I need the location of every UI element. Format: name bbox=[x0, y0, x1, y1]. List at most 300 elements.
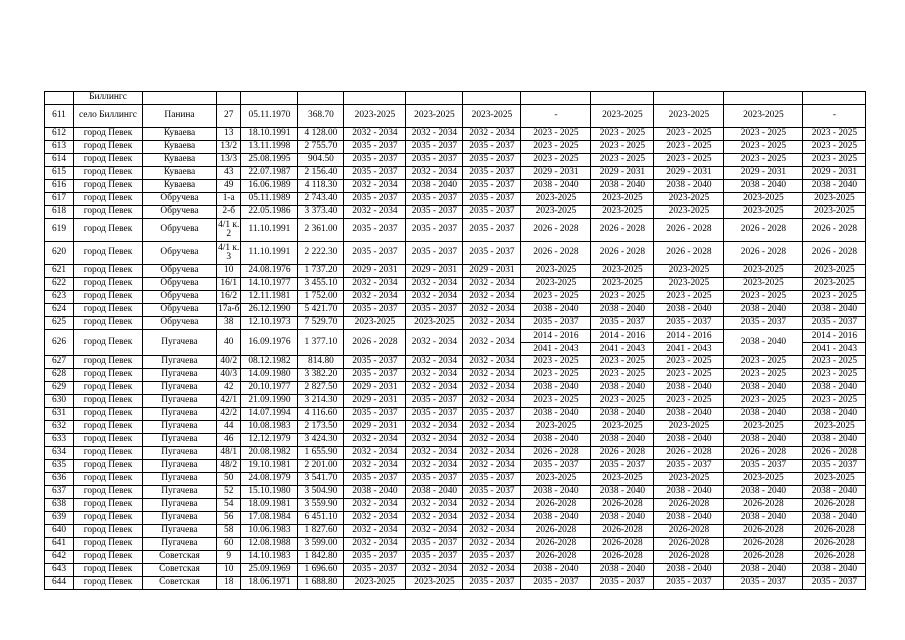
cell-c4: 2023 - 2025 bbox=[521, 395, 591, 408]
cell-c7: 2023-2025 bbox=[724, 105, 803, 128]
cell-c8: 2023-2025 bbox=[803, 278, 866, 291]
cell-date: 10.08.1983 bbox=[241, 421, 298, 434]
cell-c1: 2035 - 2037 bbox=[344, 154, 406, 167]
cell-c8: 2023 - 2025 bbox=[803, 291, 866, 304]
cell-area: 1 752.00 bbox=[298, 291, 344, 304]
cell-c8: 2026 - 2028 bbox=[803, 242, 866, 265]
table-row bbox=[45, 395, 866, 408]
cell-area: 2 827.50 bbox=[298, 382, 344, 395]
cell-c5: 2038 - 2040 bbox=[591, 486, 654, 499]
cell-c4: 2023 - 2025 bbox=[521, 128, 591, 141]
cell-street: Обручева bbox=[143, 278, 217, 291]
cell-part-top: 2014 - 2016 bbox=[591, 330, 653, 343]
cell-num: 639 bbox=[45, 512, 74, 525]
cell-c2: 2035 - 2037 bbox=[406, 408, 463, 421]
cell-area: 3 504.90 bbox=[298, 486, 344, 499]
cell-area: 368.70 bbox=[298, 105, 344, 128]
cell-c1: 2029 - 2031 bbox=[344, 421, 406, 434]
cell-c5: 2026 - 2028 bbox=[591, 447, 654, 460]
cell-house: 16/1 bbox=[217, 278, 241, 291]
cell-c7: 2026-2028 bbox=[724, 499, 803, 512]
cell-part-bottom: 2041 - 2043 bbox=[811, 344, 858, 354]
cell-c4: 2026 - 2028 bbox=[521, 242, 591, 265]
cell-house: 42/1 bbox=[217, 395, 241, 408]
cell-c6 bbox=[654, 330, 724, 356]
cell-c7: 2038 - 2040 bbox=[724, 304, 803, 317]
cell-c4: 2026-2028 bbox=[521, 499, 591, 512]
cell-num: 635 bbox=[45, 460, 74, 473]
cell-c2: 2035 - 2037 bbox=[406, 154, 463, 167]
cell-c6: 2023-2025 bbox=[654, 265, 724, 278]
cell-c7: 2029 - 2031 bbox=[724, 167, 803, 180]
cell-c3: 2032 - 2034 bbox=[463, 564, 521, 577]
cell-num: 620 bbox=[45, 242, 74, 265]
cell-c8: 2023 - 2025 bbox=[803, 395, 866, 408]
cell-c8: 2038 - 2040 bbox=[803, 304, 866, 317]
cell-date: 16.06.1989 bbox=[241, 180, 298, 193]
cell-c2: 2035 - 2037 bbox=[406, 206, 463, 219]
cell-area: 2 755.70 bbox=[298, 141, 344, 154]
cell-c6: 2026-2028 bbox=[654, 499, 724, 512]
cell-c7: 2023 - 2025 bbox=[724, 356, 803, 369]
cell-house: 38 bbox=[217, 317, 241, 330]
cell-area: 3 559.90 bbox=[298, 499, 344, 512]
cell-c8: 2038 - 2040 bbox=[803, 382, 866, 395]
cell-c3: 2032 - 2034 bbox=[463, 356, 521, 369]
table-row bbox=[45, 447, 866, 460]
cell-c3: 2035 - 2037 bbox=[463, 577, 521, 590]
cell-locality: город Певек bbox=[74, 564, 143, 577]
table-row bbox=[45, 128, 866, 141]
cell-c8: 2038 - 2040 bbox=[803, 486, 866, 499]
table-row bbox=[45, 265, 866, 278]
cell-num: 617 bbox=[45, 193, 74, 206]
cell-house: 58 bbox=[217, 525, 241, 538]
cell-house: 40/3 bbox=[217, 369, 241, 382]
cell-c3: 2032 - 2034 bbox=[463, 330, 521, 356]
cell-num: 644 bbox=[45, 577, 74, 590]
cell-locality: город Певек bbox=[74, 278, 143, 291]
cell-date: 19.10.1981 bbox=[241, 460, 298, 473]
cell-c8: 2038 - 2040 bbox=[803, 564, 866, 577]
cell-c2: 2032 - 2034 bbox=[406, 291, 463, 304]
cell-house: 9 bbox=[217, 551, 241, 564]
cell-house: 44 bbox=[217, 421, 241, 434]
cell-locality: город Певек bbox=[74, 499, 143, 512]
cell-date: 18.09.1981 bbox=[241, 499, 298, 512]
table-row bbox=[45, 154, 866, 167]
cell-c6: 2023-2025 bbox=[654, 105, 724, 128]
cell-c3: 2035 - 2037 bbox=[463, 193, 521, 206]
cell-c2: 2032 - 2034 bbox=[406, 447, 463, 460]
cell-street: Пугачева bbox=[143, 330, 217, 356]
cell-c3: 2032 - 2034 bbox=[463, 369, 521, 382]
cell-c1: 2035 - 2037 bbox=[344, 219, 406, 242]
cell-num: 612 bbox=[45, 128, 74, 141]
cell-area: 5 421.70 bbox=[298, 304, 344, 317]
cell-c6: 2023 - 2025 bbox=[654, 369, 724, 382]
cell-area: 1 737.20 bbox=[298, 265, 344, 278]
cell-num: 642 bbox=[45, 551, 74, 564]
cell-locality: город Певек bbox=[74, 525, 143, 538]
cell-c4: 2038 - 2040 bbox=[521, 564, 591, 577]
cell-c8: 2035 - 2037 bbox=[803, 577, 866, 590]
cell-c2: 2032 - 2034 bbox=[406, 499, 463, 512]
cell-street: Обручева bbox=[143, 304, 217, 317]
cell-c4: 2026-2028 bbox=[521, 551, 591, 564]
cell-c4: 2023 - 2025 bbox=[521, 141, 591, 154]
cell-c1: 2035 - 2037 bbox=[344, 408, 406, 421]
cell-c1: 2029 - 2031 bbox=[344, 382, 406, 395]
cell-c1: 2023-2025 bbox=[344, 577, 406, 590]
cell-c5: 2023-2025 bbox=[591, 105, 654, 128]
cell-house: 10 bbox=[217, 564, 241, 577]
cell-area: 1 696.60 bbox=[298, 564, 344, 577]
cell-c6: 2023 - 2025 bbox=[654, 291, 724, 304]
cell-c8: 2023-2025 bbox=[803, 473, 866, 486]
cell-date: 24.08.1976 bbox=[241, 265, 298, 278]
cell-house: 10 bbox=[217, 265, 241, 278]
cell-c7: 2026 - 2028 bbox=[724, 242, 803, 265]
cell-date: 18.10.1991 bbox=[241, 128, 298, 141]
cell-part-top: 2014 - 2016 bbox=[803, 330, 865, 343]
cell-c5: 2038 - 2040 bbox=[591, 304, 654, 317]
cell-num: 628 bbox=[45, 369, 74, 382]
cell-street: Пугачева bbox=[143, 460, 217, 473]
cell-c1: 2032 - 2034 bbox=[344, 291, 406, 304]
cell-c4: 2023 - 2025 bbox=[521, 369, 591, 382]
cell-area: 2 743.40 bbox=[298, 193, 344, 206]
cell-c6: 2023 - 2025 bbox=[654, 141, 724, 154]
cell-locality: город Певек bbox=[74, 193, 143, 206]
table-row bbox=[45, 356, 866, 369]
cell-locality: город Певек bbox=[74, 434, 143, 447]
cell-c7: 2026 - 2028 bbox=[724, 447, 803, 460]
cell-c1: 2035 - 2037 bbox=[344, 242, 406, 265]
table-row bbox=[45, 304, 866, 317]
cell-house: 17а-б bbox=[217, 304, 241, 317]
cell-area: 3 373.40 bbox=[298, 206, 344, 219]
cell-c1: 2023-2025 bbox=[344, 105, 406, 128]
cell-c8: 2023-2025 bbox=[803, 265, 866, 278]
cell-area: 2 173.50 bbox=[298, 421, 344, 434]
cell-c6: 2038 - 2040 bbox=[654, 434, 724, 447]
cell-c6: 2038 - 2040 bbox=[654, 408, 724, 421]
cell-num: 627 bbox=[45, 356, 74, 369]
cell-house: 56 bbox=[217, 512, 241, 525]
cell-street: Обручева bbox=[143, 206, 217, 219]
cell-c4: 2023 - 2025 bbox=[521, 356, 591, 369]
cell-num: 613 bbox=[45, 141, 74, 154]
cell-c1: 2035 - 2037 bbox=[344, 304, 406, 317]
cell-date: 13.11.1998 bbox=[241, 141, 298, 154]
cell-c1: 2035 - 2037 bbox=[344, 564, 406, 577]
cell-locality: город Певек bbox=[74, 395, 143, 408]
cell-c6: 2038 - 2040 bbox=[654, 486, 724, 499]
cell-c3: 2035 - 2037 bbox=[463, 167, 521, 180]
cell-date: 08.12.1982 bbox=[241, 356, 298, 369]
cell-house: 18 bbox=[217, 577, 241, 590]
cell-c8: 2023 - 2025 bbox=[803, 369, 866, 382]
cell-date: 20.10.1977 bbox=[241, 382, 298, 395]
table-row bbox=[45, 408, 866, 421]
cell-c6: 2026-2028 bbox=[654, 551, 724, 564]
cell-c6: 2023 - 2025 bbox=[654, 356, 724, 369]
cell-house: 50 bbox=[217, 473, 241, 486]
cell-c5: 2023 - 2025 bbox=[591, 141, 654, 154]
cell-date: 14.09.1980 bbox=[241, 369, 298, 382]
cell-c6: 2026 - 2028 bbox=[654, 447, 724, 460]
cell-c8: 2026-2028 bbox=[803, 499, 866, 512]
cell-street: Пугачева bbox=[143, 356, 217, 369]
table-row bbox=[45, 460, 866, 473]
cell-locality: город Певек bbox=[74, 473, 143, 486]
cell-c8: 2035 - 2037 bbox=[803, 317, 866, 330]
repair-schedule-table bbox=[44, 91, 866, 590]
cell-c3: 2032 - 2034 bbox=[463, 499, 521, 512]
cell-c8: 2023-2025 bbox=[803, 206, 866, 219]
cell-c5: 2035 - 2037 bbox=[591, 317, 654, 330]
cell-num: 623 bbox=[45, 291, 74, 304]
cell-street: Пугачева bbox=[143, 499, 217, 512]
cell-c5 bbox=[591, 330, 654, 356]
cell-c2: 2032 - 2034 bbox=[406, 167, 463, 180]
cell-locality: город Певек bbox=[74, 551, 143, 564]
cell-c1: 2032 - 2034 bbox=[344, 180, 406, 193]
cell-c4: 2038 - 2040 bbox=[521, 304, 591, 317]
cell-num: 630 bbox=[45, 395, 74, 408]
cell-c5: 2026 - 2028 bbox=[591, 219, 654, 242]
cell-c3: 2035 - 2037 bbox=[463, 551, 521, 564]
cell-c2: 2035 - 2037 bbox=[406, 193, 463, 206]
table-body bbox=[45, 92, 866, 590]
cell-c2: 2038 - 2040 bbox=[406, 180, 463, 193]
cell-c5: 2038 - 2040 bbox=[591, 434, 654, 447]
cell-c7: 2023-2025 bbox=[724, 193, 803, 206]
table-row bbox=[45, 382, 866, 395]
table-row bbox=[45, 219, 866, 242]
cell-c2: 2023-2025 bbox=[406, 317, 463, 330]
cell-c7: 2023-2025 bbox=[724, 278, 803, 291]
cell-locality: город Певек bbox=[74, 206, 143, 219]
cell-c2: 2035 - 2037 bbox=[406, 304, 463, 317]
cell-c4: 2035 - 2037 bbox=[521, 317, 591, 330]
cell-c3: 2035 - 2037 bbox=[463, 486, 521, 499]
cell-c1: 2035 - 2037 bbox=[344, 141, 406, 154]
cell-c1: 2029 - 2031 bbox=[344, 265, 406, 278]
cell-c5: 2023-2025 bbox=[591, 265, 654, 278]
cell-area: 2 201.00 bbox=[298, 460, 344, 473]
cell-locality: город Певек bbox=[74, 291, 143, 304]
cell-c1: 2035 - 2037 bbox=[344, 193, 406, 206]
cell-c6: 2038 - 2040 bbox=[654, 180, 724, 193]
cell-c7: 2038 - 2040 bbox=[724, 382, 803, 395]
cell-date: 17.08.1984 bbox=[241, 512, 298, 525]
cell-street: Куваева bbox=[143, 180, 217, 193]
cell-locality: город Певек bbox=[74, 242, 143, 265]
cell-c5: 2026-2028 bbox=[591, 538, 654, 551]
cell-c5: 2038 - 2040 bbox=[591, 382, 654, 395]
cell-street: Куваева bbox=[143, 128, 217, 141]
cell-c1: 2023-2025 bbox=[344, 317, 406, 330]
cell-c1: 2035 - 2037 bbox=[344, 551, 406, 564]
cell-c7: 2026 - 2028 bbox=[724, 219, 803, 242]
cell-c5: 2026 - 2028 bbox=[591, 242, 654, 265]
cell-date: 10.06.1983 bbox=[241, 525, 298, 538]
cell-c8: 2026-2028 bbox=[803, 538, 866, 551]
cell-locality: город Певек bbox=[74, 460, 143, 473]
cell-c8: 2026 - 2028 bbox=[803, 219, 866, 242]
cell-c5: 2023 - 2025 bbox=[591, 154, 654, 167]
cell-street: Куваева bbox=[143, 167, 217, 180]
cell-date: 22.05.1986 bbox=[241, 206, 298, 219]
cell-street: Пугачева bbox=[143, 408, 217, 421]
cell-locality: город Певек bbox=[74, 180, 143, 193]
cell-c2: 2032 - 2034 bbox=[406, 382, 463, 395]
cell-street: Пугачева bbox=[143, 538, 217, 551]
cell-c5: 2035 - 2037 bbox=[591, 460, 654, 473]
cell-c7: 2023 - 2025 bbox=[724, 395, 803, 408]
cell-date: 22.07.1987 bbox=[241, 167, 298, 180]
cell-num: 619 bbox=[45, 219, 74, 242]
cell-c4: 2035 - 2037 bbox=[521, 577, 591, 590]
cell-house: 42/2 bbox=[217, 408, 241, 421]
cell-house: 1-а bbox=[217, 193, 241, 206]
cell-c7: 2026-2028 bbox=[724, 525, 803, 538]
cell-c4: 2038 - 2040 bbox=[521, 486, 591, 499]
cell-c2: 2035 - 2037 bbox=[406, 242, 463, 265]
cell-c1: 2032 - 2034 bbox=[344, 538, 406, 551]
cell-c2: 2023-2025 bbox=[406, 577, 463, 590]
cell-c3: 2035 - 2037 bbox=[463, 206, 521, 219]
cell-c6: 2035 - 2037 bbox=[654, 460, 724, 473]
cell-c2: 2029 - 2031 bbox=[406, 265, 463, 278]
cell-c8: 2026-2028 bbox=[803, 551, 866, 564]
cell-area: 2 222.30 bbox=[298, 242, 344, 265]
cell-street: Пугачева bbox=[143, 421, 217, 434]
cell-c3: 2032 - 2034 bbox=[463, 447, 521, 460]
cell-house: 13 bbox=[217, 128, 241, 141]
cell-area: 4 128.00 bbox=[298, 128, 344, 141]
cell-c5: 2023 - 2025 bbox=[591, 356, 654, 369]
cell-c2: 2032 - 2034 bbox=[406, 564, 463, 577]
cell-street: Пугачева bbox=[143, 486, 217, 499]
cell-c6: 2023-2025 bbox=[654, 206, 724, 219]
cell-c6: 2026-2028 bbox=[654, 538, 724, 551]
table-row bbox=[45, 421, 866, 434]
cell-c3: 2035 - 2037 bbox=[463, 180, 521, 193]
cell-num: 631 bbox=[45, 408, 74, 421]
cell-c8 bbox=[803, 330, 866, 356]
cell-c4: 2038 - 2040 bbox=[521, 382, 591, 395]
cell-date: 18.06.1971 bbox=[241, 577, 298, 590]
cell-c7: 2035 - 2037 bbox=[724, 317, 803, 330]
cell-area: 3 214.30 bbox=[298, 395, 344, 408]
cell-street: Пугачева bbox=[143, 382, 217, 395]
cell-num: 621 bbox=[45, 265, 74, 278]
cell-date: 21.09.1990 bbox=[241, 395, 298, 408]
cell-c8: 2023 - 2025 bbox=[803, 141, 866, 154]
cell-date: 12.10.1973 bbox=[241, 317, 298, 330]
cell-c3: 2035 - 2037 bbox=[463, 154, 521, 167]
cell-c7: 2023-2025 bbox=[724, 265, 803, 278]
cell-c4: 2023 - 2025 bbox=[521, 291, 591, 304]
cell-c4: 2038 - 2040 bbox=[521, 408, 591, 421]
cell-street: Пугачева bbox=[143, 434, 217, 447]
cell-street: Пугачева bbox=[143, 512, 217, 525]
cell-c4: 2035 - 2037 bbox=[521, 460, 591, 473]
cell-c2: 2035 - 2037 bbox=[406, 395, 463, 408]
cell-area: 1 655.90 bbox=[298, 447, 344, 460]
cell-c5: 2023 - 2025 bbox=[591, 395, 654, 408]
cell-locality: город Певек bbox=[74, 128, 143, 141]
cell-c1: 2038 - 2040 bbox=[344, 486, 406, 499]
cell-c2: 2032 - 2034 bbox=[406, 512, 463, 525]
cell-c6: 2026 - 2028 bbox=[654, 219, 724, 242]
cell-c7: 2038 - 2040 bbox=[724, 434, 803, 447]
cell-locality: город Певек bbox=[74, 369, 143, 382]
cell-locality: город Певек bbox=[74, 577, 143, 590]
table-row bbox=[45, 551, 866, 564]
cell-street: Пугачева bbox=[143, 369, 217, 382]
cell-num: 633 bbox=[45, 434, 74, 447]
cell-c5: 2023-2025 bbox=[591, 473, 654, 486]
table-row bbox=[45, 538, 866, 551]
cell-house: 40/2 bbox=[217, 356, 241, 369]
cell-c1: 2032 - 2034 bbox=[344, 128, 406, 141]
cell-locality: село Биллингс bbox=[74, 105, 143, 128]
cell-c3: 2032 - 2034 bbox=[463, 421, 521, 434]
cell-c3: 2035 - 2037 bbox=[463, 408, 521, 421]
cell-date: 11.10.1991 bbox=[241, 219, 298, 242]
cell-c4: 2029 - 2031 bbox=[521, 167, 591, 180]
cell-part-bottom: 2041 - 2043 bbox=[599, 344, 646, 354]
cell-part-bottom: 2041 - 2043 bbox=[666, 344, 712, 354]
cell-c6: 2023-2025 bbox=[654, 278, 724, 291]
cell-street: Панина bbox=[143, 105, 217, 128]
cell-c3: 2035 - 2037 bbox=[463, 219, 521, 242]
table-row bbox=[45, 180, 866, 193]
cell-c5: 2038 - 2040 bbox=[591, 180, 654, 193]
cell-street: Пугачева bbox=[143, 447, 217, 460]
cell-c6: 2038 - 2040 bbox=[654, 304, 724, 317]
table-row bbox=[45, 105, 866, 128]
cell-num: 640 bbox=[45, 525, 74, 538]
cell-num: 625 bbox=[45, 317, 74, 330]
cell-c6: 2026 - 2028 bbox=[654, 242, 724, 265]
cell-c3: 2032 - 2034 bbox=[463, 382, 521, 395]
cell-c6: 2023-2025 bbox=[654, 421, 724, 434]
table-row bbox=[45, 473, 866, 486]
cell-c4: 2023-2025 bbox=[521, 421, 591, 434]
table-row bbox=[45, 291, 866, 304]
cell-c3: 2032 - 2034 bbox=[463, 460, 521, 473]
cell-house: 40 bbox=[217, 330, 241, 356]
cell-c5: 2026-2028 bbox=[591, 499, 654, 512]
cell-c4: - bbox=[521, 105, 591, 128]
cell-locality: город Певек bbox=[74, 538, 143, 551]
cell-c2: 2032 - 2034 bbox=[406, 369, 463, 382]
cell-house: 60 bbox=[217, 538, 241, 551]
cell-area: 6 451.10 bbox=[298, 512, 344, 525]
cell-date: 11.10.1991 bbox=[241, 242, 298, 265]
cell-c8: 2038 - 2040 bbox=[803, 434, 866, 447]
cell-area: 814.80 bbox=[298, 356, 344, 369]
cell-num: 636 bbox=[45, 473, 74, 486]
cell-c6: 2023 - 2025 bbox=[654, 154, 724, 167]
cell-c6: 2023 - 2025 bbox=[654, 128, 724, 141]
cell-c8: 2023 - 2025 bbox=[803, 154, 866, 167]
